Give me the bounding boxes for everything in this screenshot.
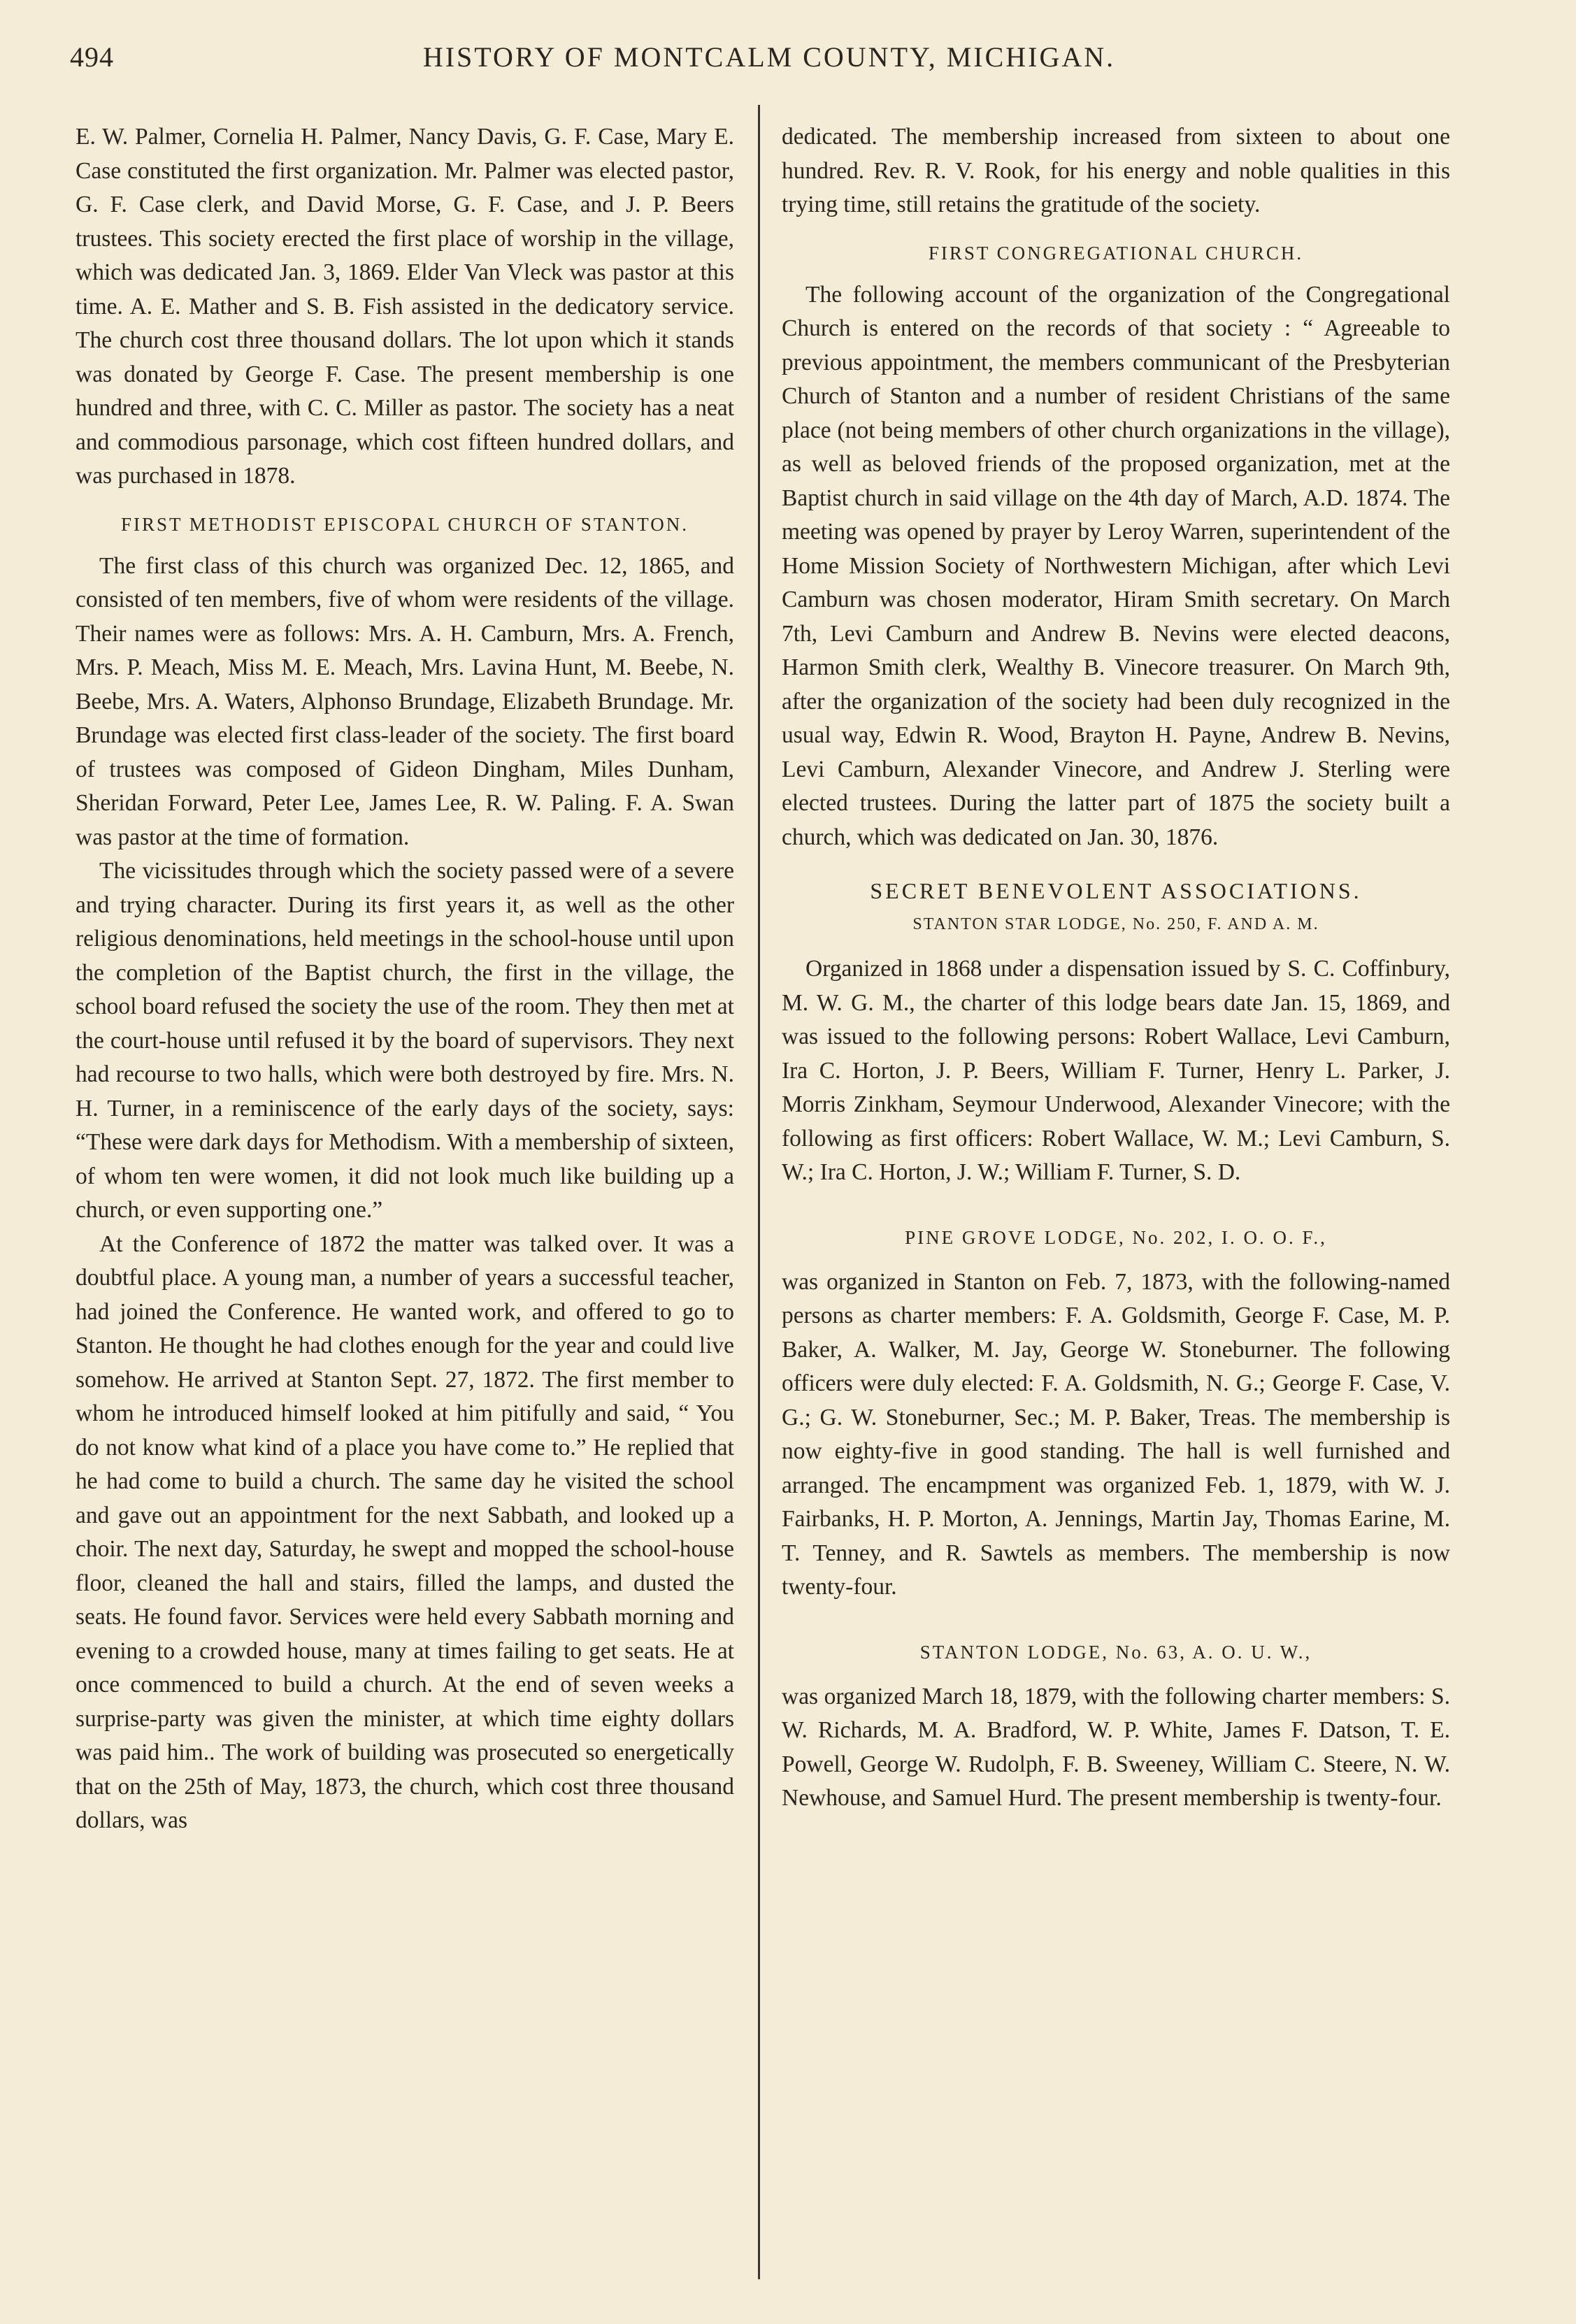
subheading-pine-grove-lodge: PINE GROVE LODGE, No. 202, I. O. O. F., — [905, 1226, 1327, 1248]
section-heading-congregational: FIRST CONGREGATIONAL CHURCH. — [928, 242, 1304, 264]
running-head: HISTORY OF MONTCALM COUNTY, MICHIGAN. — [422, 41, 1116, 73]
right-column — [782, 120, 1450, 2274]
section-heading-secret-associations: SECRET BENEVOLENT ASSOCIATIONS. — [870, 878, 1362, 903]
paragraph: The vicissitudes through which the society passed were of a severe and trying character. During its first years it, as well as the other religious denominations, held meetings in the school-house until upon the completion of the Baptist church, the first in the village, the school board refused the society the use of the room. They then met at the court-house until refused it by the board of supervisors. They next had recourse to two halls, which were both destroyed by fire. Mrs. N. H. Turner, in a reminiscence of the early days of the society, says: “These were dark days for Methodism. With a membership of sixteen, of whom ten were women, it did not look much like building up a church, or even supporting one.” — [76, 858, 734, 1223]
paragraph: At the Conference of 1872 the matter was talked over. It was a doubtful place. A young man, a number of years a successful teacher, had joined the Conference. He wanted work, and offered to go to Stanton. He thought he had clothes enough for the year and could live somehow. He arrived at Stanton Sept. 27, 1872. The first member to whom he introduced himself looked at him pitifully and said, “ You do not know what kind of a place you have come to.” He replied that he had come to build a church. The same day he visited the school and gave out an appointment for the next Sabbath, and looked up a choir. The next day, Saturday, he swept and mopped the school-house floor, cleaned the hall and stairs, filled the lamps, and dusted the seats. He found favor. Services were held every Sabbath morning and evening to a crowded house, many at times failing to get seats. He at once commenced to build a church. At the end of seven weeks a surprise-party was given the minister, at which time eighty dollars was paid him.. The work of building was prosecuted so energetically that on the 25th of May, 1873, the church, which cost three thousand dollars, was — [76, 1231, 734, 1833]
paragraph: dedicated. The membership increased from sixteen to about one hundred. Rev. R. V. Rook, for his energy and noble qualities in this trying time, still retains the gratitude of the society. — [782, 124, 1450, 217]
column-divider — [758, 105, 760, 2279]
paragraph: The first class of this church was organized Dec. 12, 1865, and consisted of ten members, five of whom were residents of the village. Their names were as follows: Mrs. A. H. Camburn, Mrs. A. French, Mrs. P. Meach, Miss M. E. Meach, Mrs. Lavina Hunt, M. Beebe, N. Beebe, Mrs. A. Waters, Alphonso Brundage, Elizabeth Brundage. Mr. Brundage was elected first class-leader of the society. The first board of trustees was composed of Gideon Dingham, Miles Dunham, Sheridan Forward, Peter Lee, James Lee, R. W. Paling. F. A. Swan was pastor at the time of formation. — [76, 552, 734, 850]
paragraph: E. W. Palmer, Cornelia H. Palmer, Nancy Davis, G. F. Case, Mary E. Case constituted the first organization. Mr. Palmer was elected pastor, G. F. Case clerk, and David Morse, G. F. Case, and J. P. Beers trustees. This society erected the first place of worship in the village, which was dedicated Jan. 3, 1869. Elder Van Vleck was pastor at this time. A. E. Mather and S. B. Fish assisted in the dedicatory service. The church cost three thousand dollars. The lot upon which it stands was donated by George F. Case. The present membership is one hundred and three, with C. C. Miller as pastor. The society has a neat and commodious parsonage, which cost fifteen hundred dollars, and was purchased in 1878. — [76, 124, 734, 489]
paragraph: Organized in 1868 under a dispensation issued by S. C. Coffinbury, M. W. G. M., the charter of this lodge bears date Jan. 15, 1869, and was issued to the following persons: Robert Wallace, Levi Camburn, Ira C. Horton, J. P. Beers, William F. Turner, Henry L. Parker, J. Morris Zinkham, Seymour Underwood, Alexander Vinecore; with the following as first officers: Robert Wallace, W. M.; Levi Camburn, S. W.; Ira C. Horton, J. W.; William F. Turner, S. D. — [782, 956, 1450, 1185]
page-number: 494 — [70, 41, 114, 73]
subheading-stanton-lodge: STANTON LODGE, No. 63, A. O. U. W., — [919, 1641, 1312, 1663]
paragraph: The following account of the organization of the Congregational Church is entered on the records of that society : “ Agreeable to previous appointment, the members communicant of the Presbyterian Church of Stanton and a number of resident Christians of the same place (not being members of other church organizations in the village), as well as beloved friends of the proposed organization, met at the Baptist church in said village on the 4th day of March, A.D. 1874. The meeting was opened by prayer by Leroy Warren, superintendent of the Home Mission Society of Northwestern Michigan, after which Levi Camburn was chosen moderator, Hiram Smith secretary. On March 7th, Levi Camburn and Andrew B. Nevins were elected deacons, Harmon Smith clerk, Wealthy B. Vinecore treasurer. On March 9th, after the organization of the society had been duly recognized in the usual way, Edwin R. Wood, Brayton H. Payne, Andrew B. Nevins, Levi Camburn, Alexander Vinecore, and Andrew J. Sterling were elected trustees. During the latter part of 1875 the society built a church, which was dedicated on Jan. 30, 1876. — [782, 281, 1450, 850]
page-header — [70, 41, 1468, 83]
subheading-star-lodge: STANTON STAR LODGE, No. 250, F. AND A. M. — [912, 915, 1319, 933]
paragraph: was organized in Stanton on Feb. 7, 1873, with the following-named persons as charter members: F. A. Goldsmith, George F. Case, M. P. Baker, A. Walker, M. Jay, George W. Stoneburner. The following officers were duly elected: F. A. Goldsmith, N. G.; George F. Case, V. G.; G. W. Stoneburner, Sec.; M. P. Baker, Treas. The membership is now eighty-five in good standing. The hall is well furnished and arranged. The encampment was organized Feb. 1, 1879, with W. J. Fairbanks, H. P. Morton, A. Jennings, Martin Jay, Thomas Earine, M. T. Tenney, and R. Sawtels as members. The membership is now twenty-four. — [782, 1268, 1450, 1600]
section-heading-methodist: FIRST METHODIST EPISCOPAL CHURCH OF STANTON. — [121, 513, 689, 535]
paragraph: was organized March 18, 1879, with the following charter members: S. W. Richards, M. A. Bradford, W. P. White, James F. Datson, T. E. Powell, George W. Rudolph, F. B. Sweeney, William C. Steere, N. W. Newhouse, and Samuel Hurd. The present membership is twenty-four. — [782, 1683, 1450, 1811]
left-column — [76, 120, 734, 2274]
